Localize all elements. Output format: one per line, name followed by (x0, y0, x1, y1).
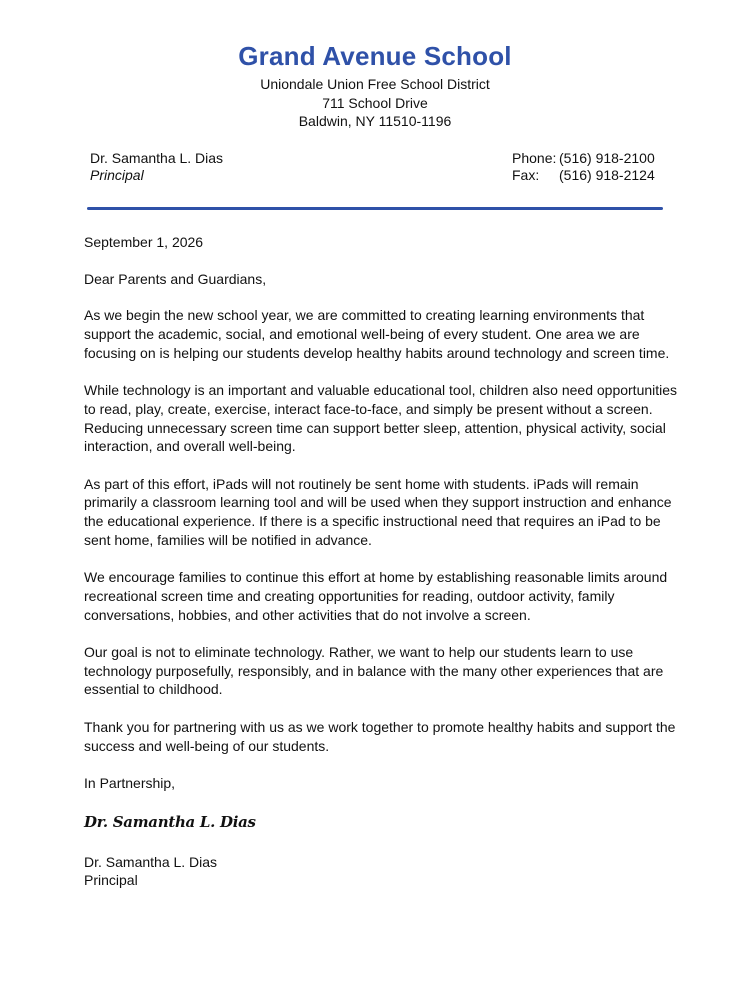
district-name: Uniondale Union Free School District (260, 76, 490, 92)
paragraph-line: essential to childhood. (84, 681, 223, 698)
paragraph-2 (84, 381, 684, 456)
paragraph-line: While technology is an important and valuable educational tool, children also need opportunities (84, 382, 678, 399)
letter-body (84, 233, 684, 890)
street-address: 711 School Drive (322, 94, 428, 111)
salutation: Dear Parents and Guardians, (84, 270, 267, 287)
principal-role: Principal (90, 167, 144, 183)
phone-row (512, 150, 655, 167)
city-state-zip: Baldwin, NY 11510-1196 (298, 113, 452, 129)
letterhead (0, 40, 750, 131)
phone-fax-block (512, 150, 655, 184)
paragraph-line: focusing on is helping our students develop healthy habits around technology and screen time. (84, 344, 670, 361)
paragraph-line: the educational experience. If there is a specific instructional need that requires an iPad to be (84, 513, 661, 530)
handwritten-signature: Dr. Samantha L. Dias (84, 812, 256, 831)
principal-name: Dr. Samantha L. Dias (90, 150, 224, 166)
paragraph-3 (84, 475, 684, 550)
fax-number: (516) 918-2124 (559, 167, 655, 183)
paragraph-line: Reducing unnecessary screen time can support better sleep, attention, physical activity, social (84, 419, 666, 436)
paragraph-line: interaction, and overall well-being. (84, 438, 296, 455)
phone-label: Phone: (512, 150, 557, 166)
paragraph-line: support the academic, social, and emotional well-being of every student. One area we are (84, 326, 640, 343)
signer-name: Dr. Samantha L. Dias (84, 853, 218, 870)
paragraph-line: success and well-being of our students. (84, 737, 330, 754)
phone-number: (516) 918-2100 (559, 150, 655, 166)
signer-title: Principal (84, 872, 138, 889)
school-name: Grand Avenue School (238, 41, 512, 71)
closing: In Partnership, (84, 774, 176, 791)
paragraph-line: As part of this effort, iPads will not routinely be sent home with students. iPads will remain (84, 475, 639, 492)
paragraph-1 (84, 306, 684, 362)
header-divider (87, 207, 663, 210)
paragraph-line: Thank you for partnering with us as we work together to promote healthy habits and support the (84, 718, 676, 735)
paragraph-line: sent home, families will be notified in advance. (84, 531, 372, 548)
paragraph-5 (84, 643, 684, 699)
paragraph-line: to read, play, create, exercise, interact face-to-face, and simply be present without a screen. (84, 400, 653, 417)
paragraph-line: technology purposefully, responsibly, and in balance with the many other experiences that are (84, 662, 664, 679)
paragraph-4 (84, 568, 684, 624)
fax-label: Fax: (512, 167, 540, 183)
fax-row (512, 167, 655, 184)
paragraph-line: As we begin the new school year, we are committed to creating learning environments that (84, 307, 645, 324)
paragraph-6 (84, 718, 684, 755)
letter-date: September 1, 2026 (84, 234, 204, 250)
principal-contact (90, 150, 223, 184)
paragraph-line: conversations, hobbies, and other activities that do not involve a screen. (84, 606, 531, 623)
paragraph-line: recreational screen time and creating opportunities for reading, outdoor activity, family (84, 587, 615, 604)
paragraph-line: Our goal is not to eliminate technology. Rather, we want to help our students learn to use (84, 644, 634, 660)
paragraph-line: primarily a classroom learning tool and will be used when they support instruction and enhance (84, 494, 672, 511)
paragraph-line: We encourage families to continue this effort at home by establishing reasonable limits around (84, 569, 668, 586)
